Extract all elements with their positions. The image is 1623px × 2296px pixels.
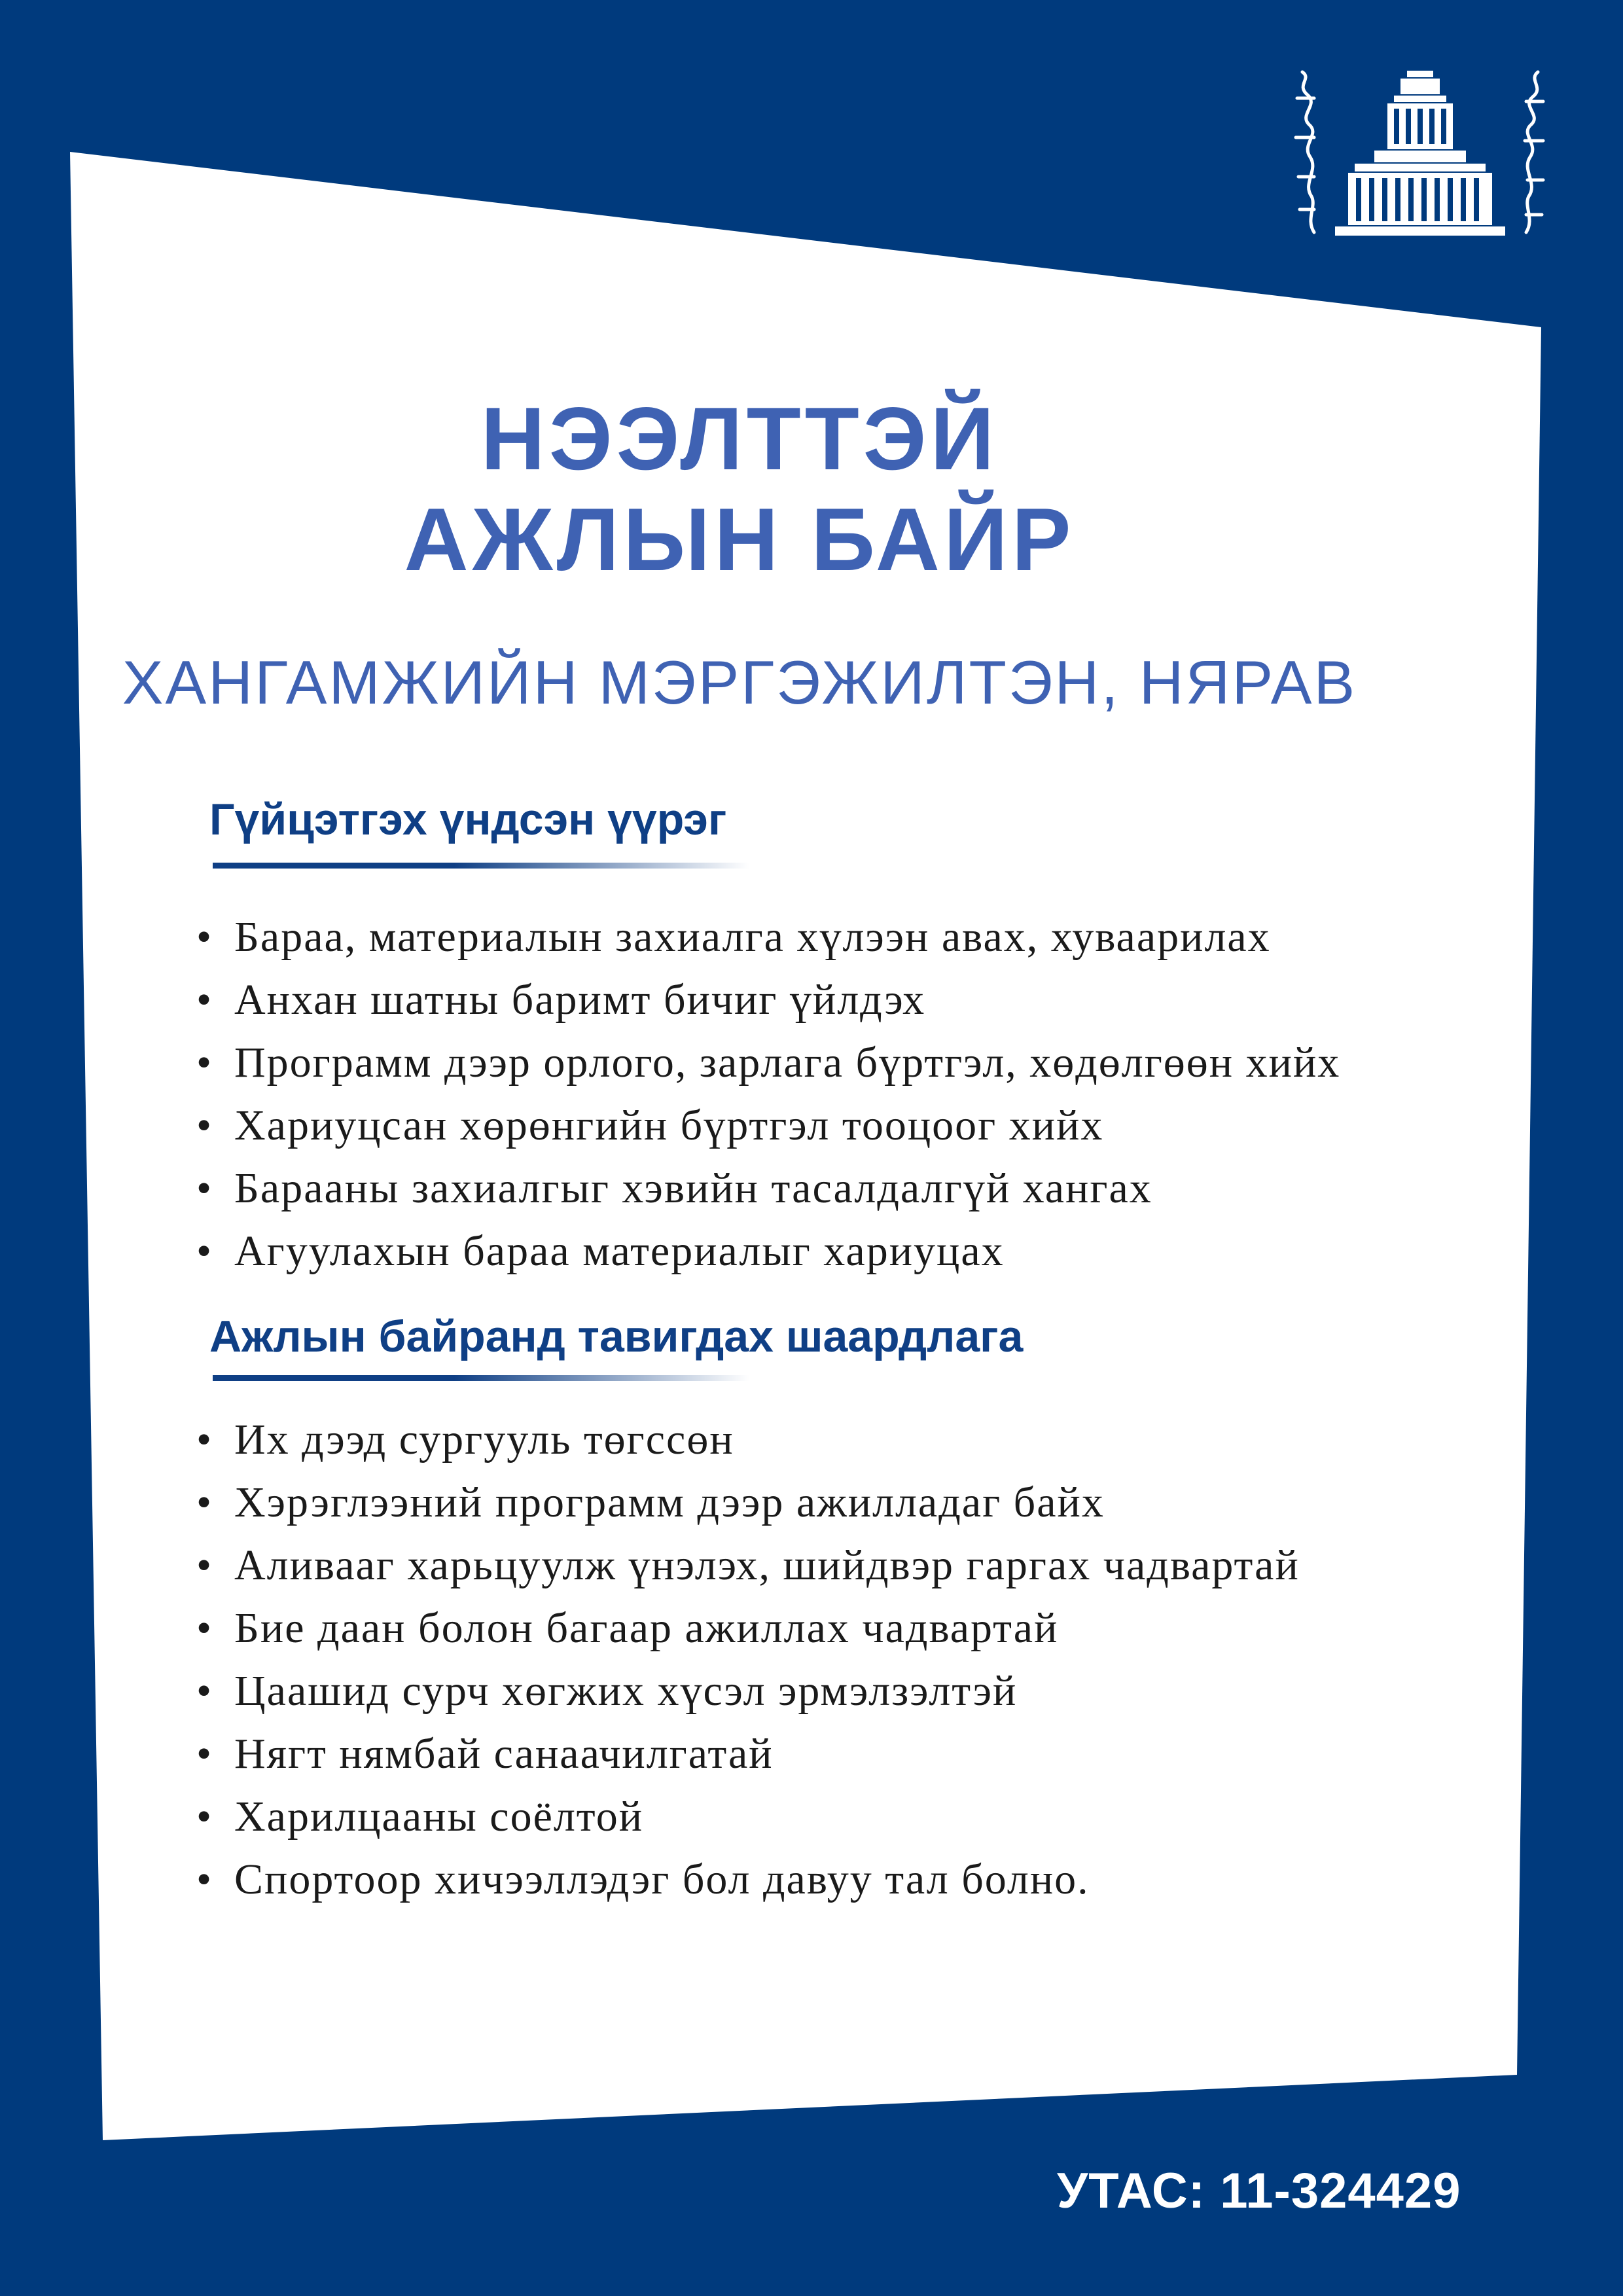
list-item-text: Бараа, материалын захиалга хүлээн авах, хуваарилах: [234, 913, 1271, 961]
requirement-item: [196, 1848, 1300, 1911]
requirements-heading-rule: [213, 1375, 749, 1381]
requirement-item: [196, 1597, 1300, 1660]
list-item-text: Хэрэглээний программ дээр ажилладаг байх: [234, 1479, 1105, 1526]
list-item-text: Харилцааны соёлтой: [234, 1793, 644, 1840]
list-item-text: Бие даан болон багаар ажиллах чадвартай: [234, 1604, 1059, 1652]
duty-item: [196, 1094, 1340, 1157]
duty-item: [196, 906, 1340, 969]
list-item-text: Агуулахын бараа материалыг хариуцах: [234, 1227, 1005, 1275]
bullet-dot: •: [196, 1227, 213, 1275]
list-item-text: Хариуцсан хөрөнгийн бүртгэл тооцоог хийх: [234, 1102, 1104, 1149]
duties-list: [196, 906, 1340, 1283]
bullet-dot: •: [196, 1856, 213, 1903]
logo: [1283, 59, 1558, 249]
list-item-text: Анхан шатны баримт бичиг үйлдэх: [234, 976, 926, 1024]
list-item-text: Аливааг харьцуулж үнэлэх, шийдвэр гаргах чадвартай: [234, 1541, 1300, 1589]
duties-heading-rule: [213, 863, 749, 869]
requirement-item: [196, 1660, 1300, 1723]
list-item-text: Барааны захиалгыг хэвийн тасалдалгүй хангах: [234, 1164, 1152, 1212]
bullet-dot: •: [196, 1416, 213, 1463]
requirement-item: [196, 1785, 1300, 1848]
bullet-dot: •: [196, 1039, 213, 1086]
bullet-dot: •: [196, 1793, 213, 1840]
government-palace-icon: [1283, 59, 1558, 249]
position-title: ХАНГАМЖИЙН МЭРГЭЖИЛТЭН, НЯРАВ: [122, 648, 1357, 717]
list-item-text: Программ дээр орлого, зарлага бүртгэл, хөдөлгөөн хийх: [234, 1039, 1341, 1086]
phone-number: УТАС: 11-324429: [1057, 2163, 1461, 2219]
bullet-dot: •: [196, 1604, 213, 1652]
list-item-text: Нягт нямбай санаачилгатай: [234, 1730, 774, 1778]
duties-heading: Гүйцэтгэх үндсэн үүрэг: [209, 795, 727, 844]
list-item-text: Спортоор хичээллэдэг бол давуу тал болно.: [234, 1856, 1090, 1903]
requirement-item: [196, 1408, 1300, 1471]
bullet-dot: •: [196, 1667, 213, 1715]
requirement-item: [196, 1471, 1300, 1534]
requirement-item: [196, 1723, 1300, 1785]
title-line-1: НЭЭЛТТЭЙ: [480, 389, 999, 488]
bullet-dot: •: [196, 1102, 213, 1149]
duty-item: [196, 1220, 1340, 1283]
requirements-heading: Ажлын байранд тавигдах шаардлага: [209, 1312, 1024, 1361]
duty-item: [196, 1157, 1340, 1220]
requirement-item: [196, 1534, 1300, 1597]
duty-item: [196, 969, 1340, 1031]
bullet-dot: •: [196, 913, 213, 961]
list-item-text: Их дээд сургууль төгссөн: [234, 1416, 734, 1463]
bullet-dot: •: [196, 1164, 213, 1212]
bullet-dot: •: [196, 976, 213, 1024]
title-line-2: АЖЛЫН БАЙР: [404, 490, 1075, 589]
list-item-text: Цаашид сурч хөгжих хүсэл эрмэлзэлтэй: [234, 1667, 1018, 1715]
bullet-dot: •: [196, 1541, 213, 1589]
duty-item: [196, 1031, 1340, 1094]
requirements-list: [196, 1408, 1300, 1911]
bullet-dot: •: [196, 1730, 213, 1778]
bullet-dot: •: [196, 1479, 213, 1526]
